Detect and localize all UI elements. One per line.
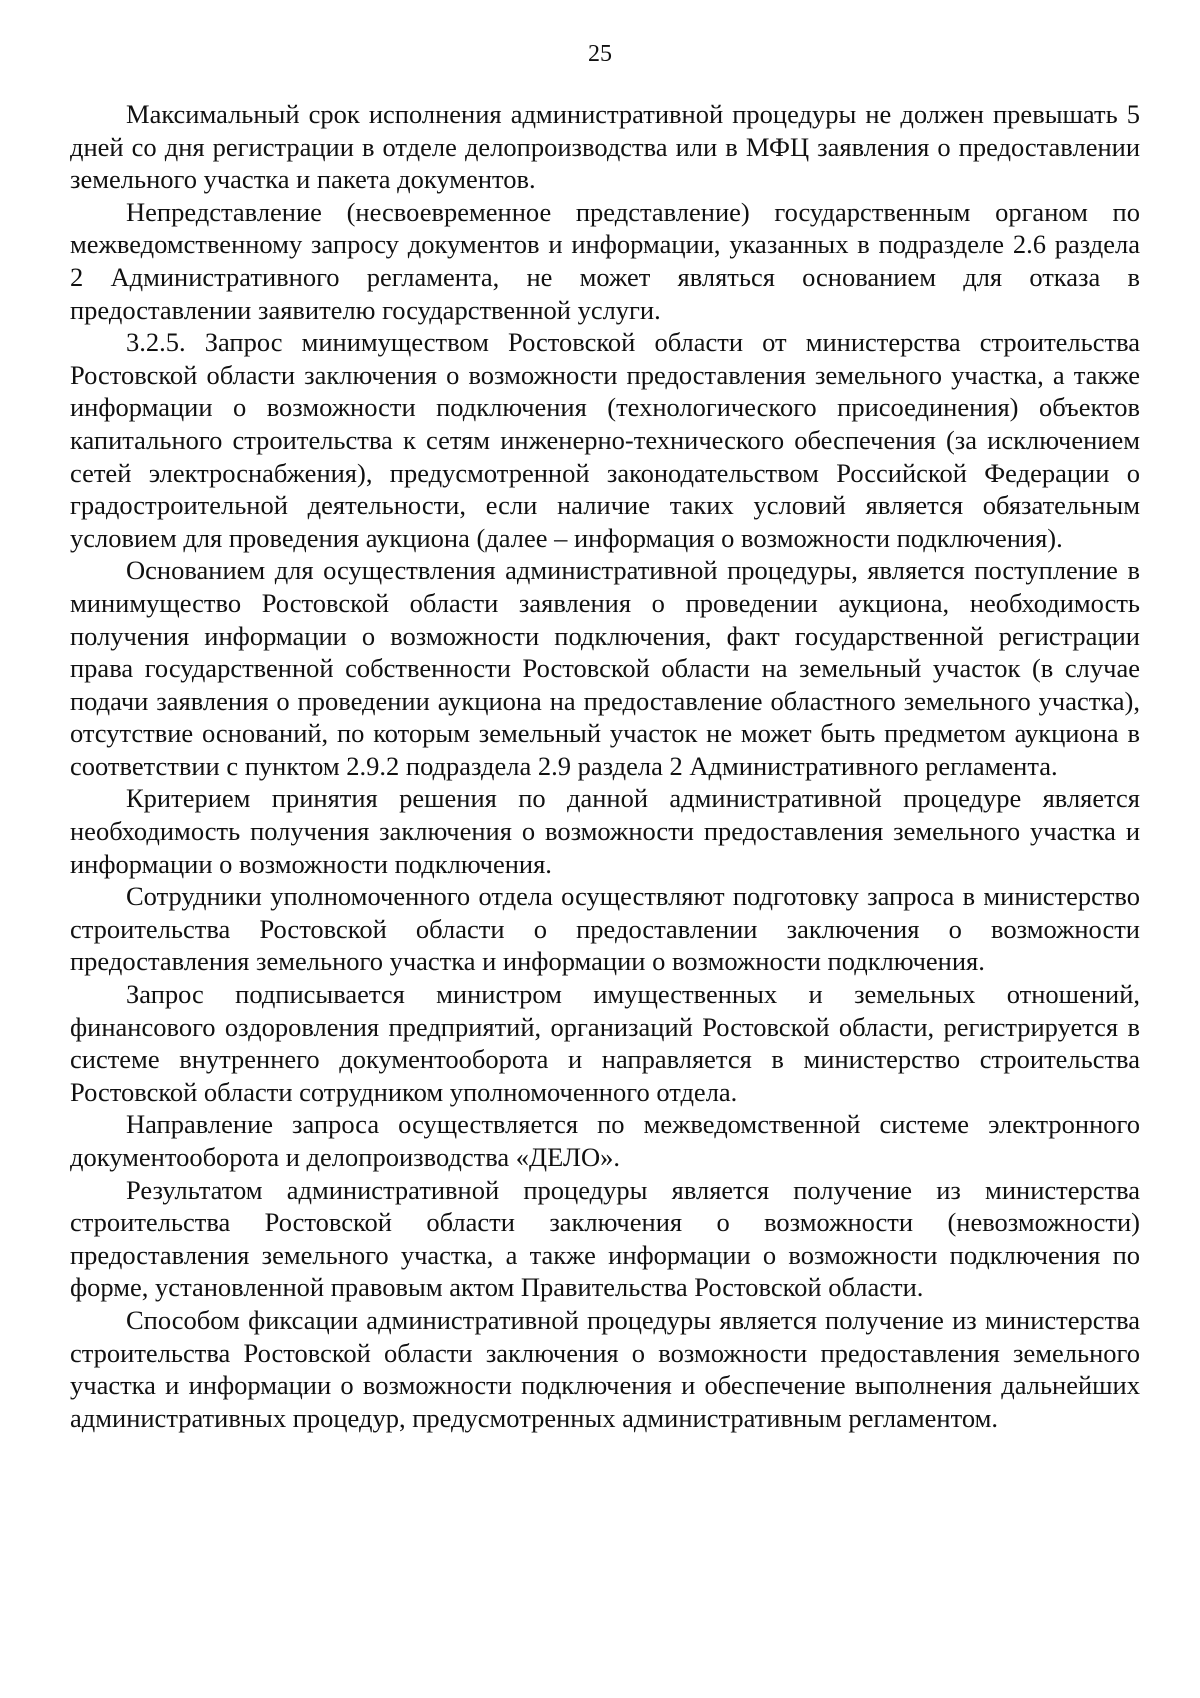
paragraph-staff-prepare: Сотрудники уполномоченного отдела осуществляют подготовку запроса в министерство строительства Ростовской области о предоставлении заключения о возможности предоставления земельного участка и информации о возможности подключения. — [70, 881, 1140, 977]
paragraph-non-submission: Непредставление (несвоевременное представление) государственным органом по межведомственному запросу документов и информации, указанных в подразделе 2.6 раздела 2 Административного регламента, не может являться основанием для отказа в предоставлении заявителю государственной услуги. — [70, 196, 1140, 325]
paragraph-section-3-2-5: 3.2.5. Запрос минимуществом Ростовской области от министерства строительства Ростовской области заключения о возможности предоставления земельного участка, а также информации о возможности подключения (технологического присоединения) объектов капитального строительства к сетям инженерно-технического обеспечения (за исключением сетей электроснабжения), предусмотренной законодательством Российской Федерации о градостроительной деятельности, если наличие таких условий является обязательным условием для проведения аукциона (далее – информация о возможности подключения). — [70, 327, 1140, 553]
paragraph-fixation-method: Способом фиксации административной процедуры является получение из министерства строительства Ростовской области заключения о возможности предоставления земельного участка и информации о возможности подключения и обеспечение выполнения дальнейших административных процедур, предусмотренных административным регламентом. — [70, 1304, 1140, 1433]
paragraph-max-term: Максимальный срок исполнения административной процедуры не должен превышать 5 дней со дня регистрации в отделе делопроизводства или в МФЦ заявления о предоставлении земельного участка и пакета документов. — [70, 99, 1140, 195]
paragraph-result: Результатом административной процедуры является получение из министерства строительства Ростовской области заключения о возможности (невозможности) предоставления земельного участка, а также информации о возможности подключения по форме, установленной правовым актом Правительства Ростовской области. — [70, 1174, 1140, 1303]
paragraph-request-sending: Направление запроса осуществляется по межведомственной системе электронного документооборота и делопроизводства «ДЕЛО». — [70, 1109, 1140, 1172]
page-number: 25 — [588, 41, 612, 67]
paragraph-criterion: Критерием принятия решения по данной административной процедуре является необходимость получения заключения о возможности предоставления земельного участка и информации о возможности подключения. — [70, 783, 1140, 879]
paragraph-request-signed: Запрос подписывается министром имущественных и земельных отношений, финансового оздоровления предприятий, организаций Ростовской области, регистрируется в системе внутреннего документооборота и направляется в министерство строительства Ростовской области сотрудником уполномоченного отдела. — [70, 979, 1140, 1107]
document-body — [70, 98, 1140, 1434]
paragraph-grounds: Основанием для осуществления административной процедуры, является поступление в минимущество Ростовской области заявления о проведении аукциона, необходимость получения информации о возможности подключения, факт государственной регистрации права государственной собственности Ростовской области на земельный участок (в случае подачи заявления о проведении аукциона на предоставление областного земельного участка), отсутствие оснований, по которым земельный участок не может быть предметом аукциона в соответствии с пунктом 2.9.2 подраздела 2.9 раздела 2 Административного регламента. — [70, 555, 1140, 781]
